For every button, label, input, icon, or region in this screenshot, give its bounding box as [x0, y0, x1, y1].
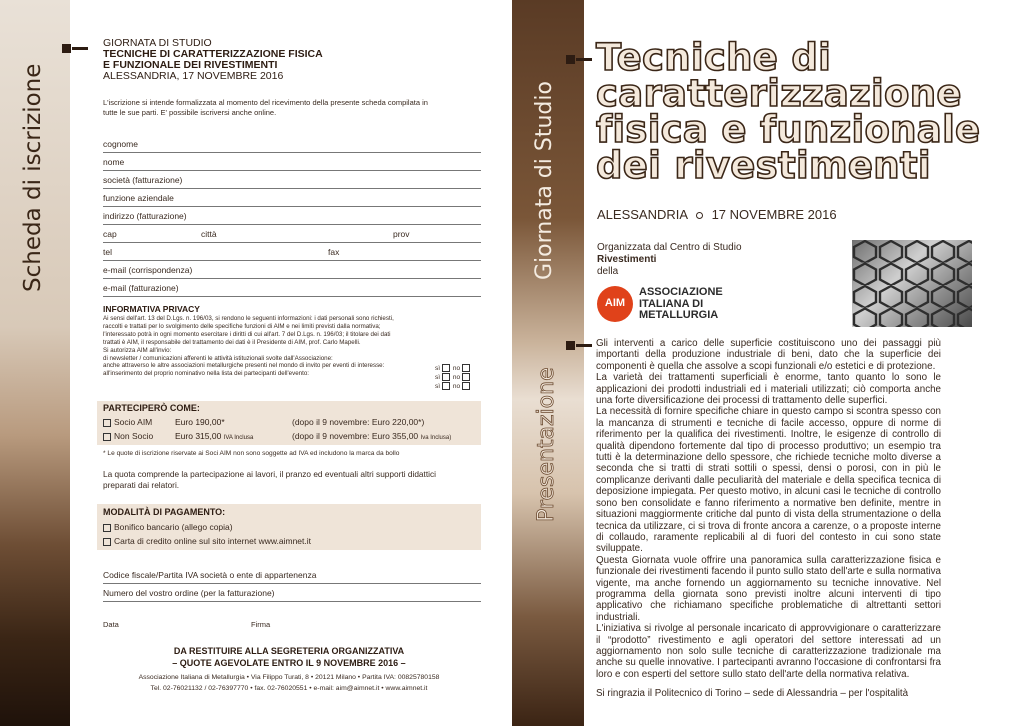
- payment-option-bonifico[interactable]: Bonifico bancario (allego copia): [103, 522, 233, 532]
- privacy-line: Ai sensi dell'art. 13 del D.Lgs. n. 196/03, si rendono le seguenti informazioni: i dati personali sono richiesti,: [103, 315, 394, 322]
- checkbox-si[interactable]: [442, 364, 450, 372]
- nonsocio-option[interactable]: Non Socio: [103, 431, 153, 441]
- payment-option-carta[interactable]: Carta di credito online sul sito internet www.aimnet.it: [103, 536, 311, 546]
- bullet-square: [566, 341, 575, 350]
- checkbox-icon[interactable]: [103, 538, 111, 546]
- cognome-field[interactable]: [103, 135, 481, 153]
- consent-row: sì no: [435, 373, 473, 382]
- checkbox-icon[interactable]: [103, 433, 111, 441]
- checkbox-no[interactable]: [462, 373, 470, 381]
- privacy-line: di newsletter / comunicazioni afferenti le attività istituzionali svolte dall'Associazione:: [103, 354, 333, 362]
- privacy-section: [103, 304, 483, 378]
- field-label: e-mail (corrispondenza): [103, 265, 193, 275]
- title-line: caratterizzazione: [596, 72, 962, 115]
- consent-row: sì no: [435, 382, 473, 391]
- title-line: Tecniche di: [596, 36, 832, 79]
- header-line: E FUNZIONALE DEI RIVESTIMENTI: [103, 59, 278, 71]
- funzione-field[interactable]: [103, 189, 481, 207]
- numero-ordine-field[interactable]: [103, 584, 481, 602]
- dot-icon: [696, 212, 703, 219]
- privacy-line: anche attraverso le altre associazioni metallurgiche presenti nel mondo di invito per eventi di interesse:: [103, 362, 385, 370]
- presentation-paragraph: Gli interventi a carico delle superficie costituiscono uno dei passaggi più importanti della produzione industriale di beni, dato che la superficie dei componenti è quella che assolve a scopi funzionali e/o estetici e di protezione.: [596, 338, 941, 372]
- presentation-paragraph: Si ringrazia il Politecnico di Torino – sede di Alessandria – per l'ospitalità: [596, 688, 909, 700]
- presentazione-vertical-title: Presentazione: [534, 367, 559, 522]
- header-line: GIORNATA DI STUDIO: [103, 37, 212, 49]
- field-label: prov: [393, 229, 410, 239]
- checkbox-si[interactable]: [442, 373, 450, 381]
- aim-logo-text: AIM: [604, 297, 626, 309]
- presentation-paragraph: La necessità di fornire specifiche chiare in questo campo si scontra spesso con la mancanza di strumenti e tecniche di facile accesso, oppure di norme di riferimento per la qualifica dei rivestimenti. Inoltre, le esigenze di controllo di qualità dipendono fortemente dal tipo di processo produttivo; un esempio tra tutti è la determinazione dello spessore, che richiede tecniche molto diverse a seconda che si tratti di strati sottili o spessi, densi o porosi, con in più le complicanze derivanti dalle peculiarità del materiale e della specifica tecnica di deposizione impiegata. Per questo motivo, in alcuni casi le tecniche di controllo sono ben consolidate e fanno riferimento a normative ben definite, mentre in situazioni maggiormente critiche dal punto di vista della strumentazione o della tecnica da utilizzare, ci si trova di fronte ancora a carenze, o a proposte interne di collaudo, raramente replicabili al di fuori del contesto in cui sono state sviluppate.: [596, 406, 941, 555]
- bullet-square: [566, 55, 575, 64]
- checkbox-si[interactable]: [442, 382, 450, 390]
- intro-line: tutte le sue parti. E' possibile iscriversi anche online.: [103, 108, 277, 117]
- registration-header: [103, 38, 323, 82]
- participation-title: PARTECIPERÒ COME:: [103, 403, 200, 413]
- event-place: ALESSANDRIA: [597, 207, 688, 222]
- title-line: fisica e funzionale: [596, 108, 981, 151]
- consent-row: sì no: [435, 364, 473, 373]
- checkbox-no[interactable]: [462, 364, 470, 372]
- quota-text: [103, 469, 483, 491]
- privacy-line: Si autorizza AIM all'invio:: [103, 346, 172, 354]
- nonsocio-price: Euro 315,00 IVA Inclusa: [175, 431, 254, 441]
- field-label: funzione aziendale: [103, 193, 174, 203]
- organizer-name: Rivestimenti: [597, 254, 657, 265]
- checkbox-icon[interactable]: [103, 524, 111, 532]
- privacy-line: l'interessato potrà in ogni momento esercitare i diritti di cui all'art. 7 del D.Lgs. n. 196/03; il titolare dei dati: [103, 330, 391, 338]
- field-label: città: [201, 229, 217, 239]
- field-label: tel: [103, 247, 112, 257]
- association-name: [639, 287, 723, 322]
- presentation-text: [596, 338, 941, 700]
- indirizzo-field[interactable]: [103, 207, 481, 225]
- footer-contacts: Tel. 02-76021132 / 02-76397770 • fax. 02-76020551 • e-mail: aim@aimnet.it • www.aimnet.it: [150, 685, 428, 692]
- privacy-consent-options: [435, 364, 473, 391]
- field-label: e-mail (fatturazione): [103, 283, 179, 293]
- payment-title: MODALITÀ DI PAGAMENTO:: [103, 507, 226, 517]
- presentation-paragraph: La varietà dei trattamenti superficiali è enorme, tanto quanto lo sono le applicazioni dei prodotti industriali ed i materiali utilizzati; ciò comporta anche una forte diversificazione dei processi di trattamento delle superfici.: [596, 372, 941, 407]
- tel-fax-field[interactable]: [103, 243, 481, 261]
- field-label: società (fatturazione): [103, 175, 183, 185]
- checkbox-icon[interactable]: [103, 419, 111, 427]
- nome-field[interactable]: [103, 153, 481, 171]
- association-line: ITALIANA DI: [639, 297, 704, 310]
- field-label: indirizzo (fatturazione): [103, 211, 187, 221]
- privacy-line: all'inserimento del proprio nominativo nella lista dei partecipanti dell'evento:: [103, 370, 309, 378]
- field-label: fax: [328, 247, 340, 257]
- bullet-square: [62, 44, 71, 53]
- footer-address: Associazione Italiana di Metallurgia • Via Filippo Turati, 8 • 20121 Milano • Partita IVA: 00825780158: [138, 674, 440, 681]
- header-line: ALESSANDRIA, 17 NOVEMBRE 2016: [103, 70, 284, 82]
- email-fatturazione-field[interactable]: [103, 279, 481, 297]
- giornata-vertical-title: Giornata di Studio: [532, 81, 557, 280]
- divider-bar: [576, 344, 592, 347]
- footer-title: DA RESTITUIRE ALLA SEGRETERIA ORGANIZZATIVA: [173, 646, 405, 656]
- presentation-paragraph: L'iniziativa si rivolge al personale incaricato di approvvigionare o caratterizzare il “prodotto” rivestimento e agli operatori del settore interessati ad un aggiornamento non solo sulle tecniche di caratterizzazione tradizionale ma anche su quelle innovative. I partecipanti avranno l'occasione di confrontarsi fra loro e con esperti del settore sullo stato dell'arte della normativa relativa.: [596, 623, 941, 680]
- organizer-line: della: [597, 266, 619, 277]
- privacy-title: INFORMATIVA PRIVACY: [103, 304, 200, 314]
- quota-line: La quota comprende la partecipazione ai lavori, il pranzo ed eventuali altri supporti didattici: [103, 469, 436, 479]
- privacy-line: trattati è AIM, il responsabile del trattamento dei dati è il Presidente di AIM, prof. Carlo Mapelli.: [103, 338, 361, 346]
- field-label: Data: [103, 620, 119, 629]
- checkbox-no[interactable]: [462, 382, 470, 390]
- field-label: cap: [103, 229, 117, 239]
- email-corrispondenza-field[interactable]: [103, 261, 481, 279]
- hexagon-coating-image: [852, 240, 972, 327]
- field-label: cognome: [103, 139, 138, 149]
- title-line: dei rivestimenti: [596, 144, 931, 187]
- privacy-line: raccolti e trattati per lo svolgimento delle specifiche funzioni di AIM e nei limiti previsti dalla normativa;: [103, 322, 381, 330]
- registration-vertical-title: Scheda di iscrizione: [20, 63, 46, 292]
- codice-fiscale-field[interactable]: [103, 566, 481, 584]
- hexagon-pattern: [852, 240, 972, 327]
- societa-field[interactable]: [103, 171, 481, 189]
- data-firma-field[interactable]: [103, 616, 481, 633]
- divider-bar: [72, 47, 88, 50]
- intro-text: [103, 98, 483, 118]
- field-label: Firma: [251, 620, 271, 629]
- organizer-line: Organizzata dal Centro di Studio: [597, 242, 742, 253]
- association-line: METALLURGIA: [639, 309, 719, 321]
- payment-box: [97, 504, 481, 550]
- presentation-paragraph: Questa Giornata vuole offrire una panoramica sulla caratterizzazione fisica e funzionale dei rivestimenti facendo il punto sullo stato dell'arte e sulla normativa vigente, ma anche fornendo un aggiornamento su tecniche innovative. Nel programma della giornata sono previsti inoltre alcuni interventi di tipo applicativo che richiamano specifiche problematiche di altrettanti settori industriali.: [596, 554, 941, 623]
- footer-subtitle: – QUOTE AGEVOLATE ENTRO IL 9 NOVEMBRE 2016 –: [172, 658, 406, 668]
- nonsocio-late-price: (dopo il 9 novembre: Euro 355,00 Iva Inclusa): [292, 431, 452, 441]
- intro-line: L'iscrizione si intende formalizzata al momento del ricevimento della presente scheda compilata in: [103, 98, 428, 107]
- quote-note: * Le quote di iscrizione riservate ai Soci AIM non sono soggette ad IVA ed includono la marca da bollo: [103, 450, 400, 457]
- socio-late-price: (dopo il 9 novembre: Euro 220,00*): [292, 417, 425, 427]
- event-date: 17 NOVEMBRE 2016: [711, 207, 837, 222]
- divider-bar: [576, 58, 592, 61]
- field-label: Numero del vostro ordine (per la fatturazione): [103, 588, 275, 598]
- socio-option[interactable]: Socio AIM: [103, 417, 152, 427]
- event-title: [596, 36, 981, 187]
- field-label: Codice fiscale/Partita IVA società o ente di appartenenza: [103, 570, 317, 580]
- quota-line: preparati dai relatori.: [103, 480, 180, 490]
- header-line: TECNICHE DI CARATTERIZZAZIONE FISICA: [103, 48, 323, 60]
- cap-citta-prov-field[interactable]: [103, 225, 481, 243]
- association-line: ASSOCIAZIONE: [639, 286, 723, 298]
- field-label: nome: [103, 157, 125, 167]
- return-footer: [97, 645, 481, 694]
- socio-price: Euro 190,00*: [175, 417, 225, 427]
- event-date-line: [597, 207, 837, 222]
- organizer-block: [597, 242, 742, 278]
- participation-box: [97, 401, 481, 445]
